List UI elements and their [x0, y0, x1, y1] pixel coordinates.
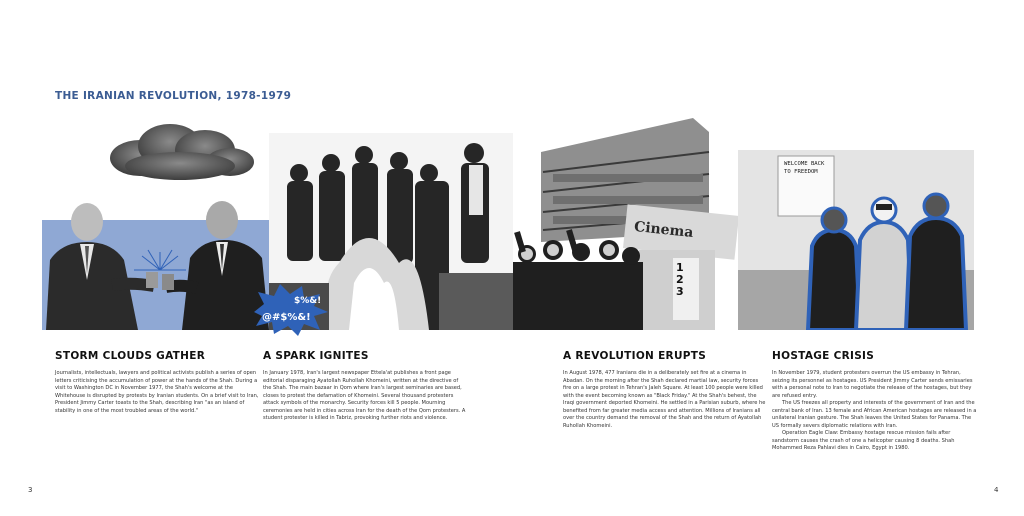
photo-carter-shah-toast	[42, 190, 269, 330]
section-storm-clouds	[55, 350, 260, 415]
photo-hostage-crisis	[738, 150, 974, 330]
section-paragraph: Operation Eagle Claw: Embassy hostage rescue mission fails after sandstorm causes the crash of one a helicopter causing 8 deaths. Shah Mohammed Reza Pahlavi dies in Cairo, Egypt in 1980.	[772, 430, 955, 451]
burst-text-top: $%&!	[294, 296, 322, 306]
section-paragraph: The US freezes all property and interests of the government of Iran and the central bank of Iran. 13 female and African American hostages are released in a unilateral Iranian gesture. The Shah leaves the United States for Panama. The US formally severs diplomatic relations with Iran.	[772, 400, 977, 429]
section-paragraph: In August 1978, 477 Iranians die in a deliberately set fire at a cinema in Abadan. On the morning after the Shah declared martial law, security forces fire on a large protest in Tehran's Jaleh Square. At least 100 people were killed with the event becoming known as "Black Friday." At the Shah's behest, the Iraqi government deported Khomeini. He settled in a Parisian suburb, where he benefited from far greater media access and attention. Millions of Iranians all over the country demand the removal of the Shah and the return of Ayatollah Ruhollah Khomeini.	[563, 370, 766, 429]
section-heading: HOSTAGE CRISIS	[772, 350, 875, 362]
burst-text-bottom: @#$%&!	[262, 312, 311, 323]
page-number-left: 3	[28, 486, 33, 494]
section-paragraph: In January 1978, Iran's largest newspaper Ettela'at publishes a front page editorial disparaging Ayatollah Ruhollah Khomeini, written at the directive of the Shah. The main bazaar in Qom where Iran's largest seminaries are based, closes to protest the defamation of Khomeini. Several thousand protesters attack symbols of the monarchy. Security forces kill 5 people. Mourning ceremonies are held in cities across Iran for the death of the Qom protesters. A student protester is killed in Tabriz, provoking further riots and violence.	[263, 370, 466, 421]
section-heading: STORM CLOUDS GATHER	[55, 350, 206, 362]
section-paragraph: In November 1979, student protesters overrun the US embassy in Tehran, seizing its personnel as hostages. US President Jimmy Carter sends emissaries with a personal note to Iran to negotiate the release of the hostages, but they are refused entry.	[772, 370, 973, 399]
cinema-sign-text: Cinema	[633, 218, 695, 242]
spread-title: THE IRANIAN REVOLUTION, 1978-1979	[55, 90, 292, 102]
section-heading: A SPARK IGNITES	[263, 350, 369, 362]
welcome-sign-text: WELCOME BACK TO FREEDOM	[784, 161, 825, 175]
section-heading: A REVOLUTION ERUPTS	[563, 350, 707, 362]
section-spark-ignites	[263, 350, 468, 423]
expletive-burst-icon	[248, 282, 330, 336]
section-revolution-erupts	[563, 350, 768, 430]
photo-cinema-crowd	[513, 112, 738, 330]
section-hostage-crisis	[772, 350, 977, 453]
section-paragraph: Journalists, intellectuals, lawyers and political activists publish a series of open letters criticising the accumulation of power at the hands of the Shah. During a visit to Washington DC in November 1977, the Shah's welcome at the Whitehouse is disrupted by protests by Iranian students. On a brief visit to Iran, President Jimmy Carter toasts to the Shah, describing Iran "as an island of stability in one of the most troubled areas of the world."	[55, 370, 259, 414]
page-number-right: 4	[994, 486, 999, 494]
storm-cloud-image	[100, 118, 260, 184]
marquee-numbers: 1 2 3	[676, 261, 684, 298]
